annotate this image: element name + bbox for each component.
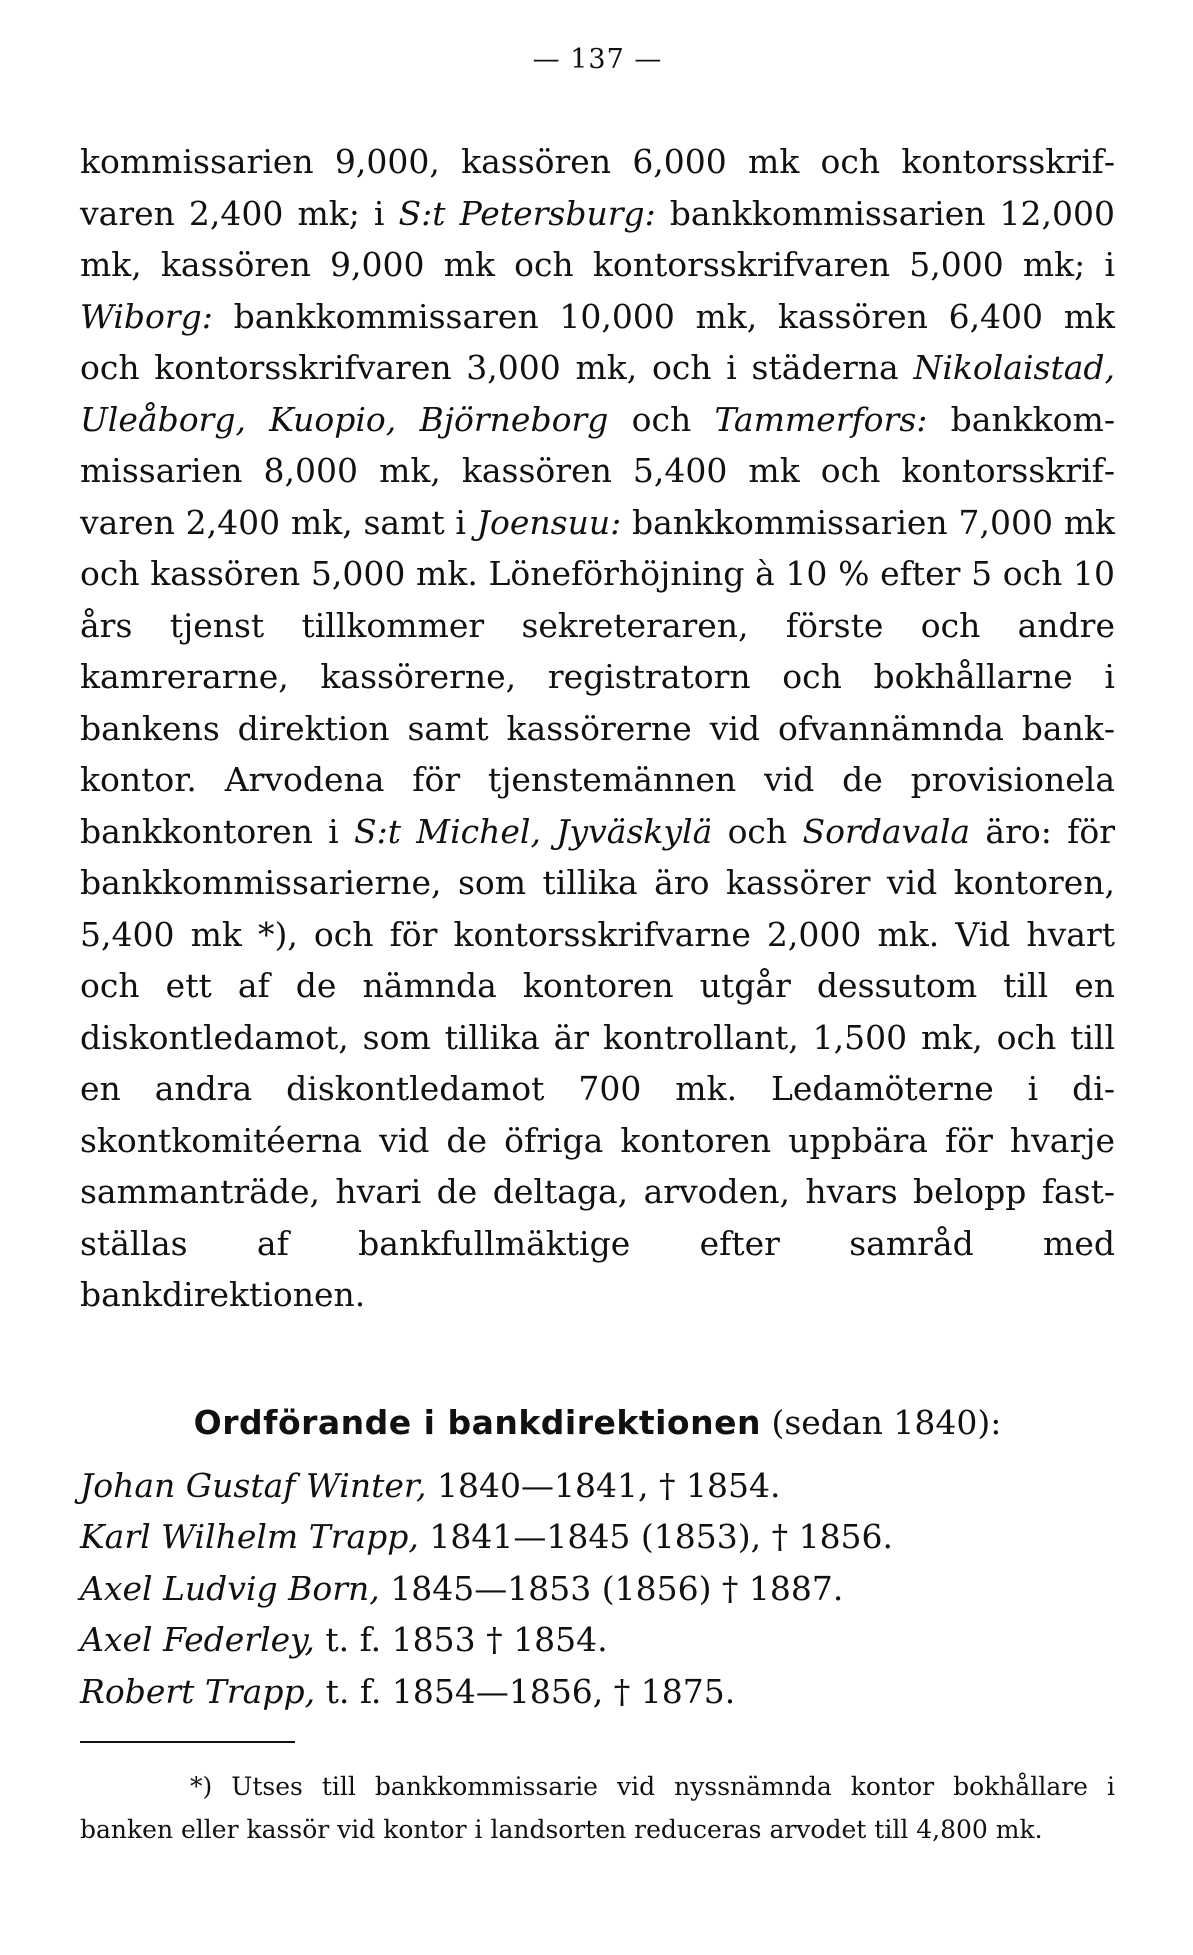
chairman-name: Axel Ludvig Born, (80, 1568, 380, 1608)
place-name: Tammerfors: (714, 399, 928, 439)
chairman-entry (80, 1511, 1115, 1563)
place-name: Nikolaistad, Uleåborg, Kuopio, Björneborg (80, 348, 1115, 439)
page-number: — 137 — (532, 44, 663, 75)
chairman-entry (80, 1666, 1115, 1718)
body-text-segment: bankkommissarien 12,000 mk, kassören 9,000 mk och kontorsskrifvaren 5,000 mk; i (80, 193, 1115, 284)
chairman-dates: t. f. 1854—1856, † 1875. (315, 1671, 736, 1711)
chairman-entry (80, 1614, 1115, 1666)
place-name: Joensuu: (476, 502, 622, 542)
chairman-dates: 1841—1845 (1853), † 1856. (418, 1517, 894, 1556)
place-name: Wiborg: (80, 296, 213, 336)
body-text-segment: och (608, 399, 715, 439)
body-text-segment: bankkommissaren 10,000 mk, kassören 6,400 mk och kontorsskrifvaren 3,000 mk, och i städerna (80, 296, 1115, 387)
section-heading-subtitle: (sedan 1840): (760, 1402, 1002, 1442)
body-text-segment: äro: för bankkommissarierne, som tillika äro kassörer vid kontoren, 5,400 mk *), och för kontorsskrifvarne 2,000 mk. Vid hvart och ett af de nämnda kontoren utgår dessutom till en diskontledamot, som tillika är kontrollant, 1,500 mk, och till en andra diskontledamot 700 mk. Ledamöterne i diskontkomitéerna vid de öfriga kontoren uppbära för hvarje sammanträde, hvari de deltaga, arvoden, hvars belopp fastställas af bankfullmäktige efter samråd med bankdirektionen. (80, 811, 1115, 1314)
body-text-segment: bankkommissarien 7,000 mk och kassören 5,000 mk. Löneförhöjning à 10 % efter 5 och 10 års tjenst tillkommer sekreteraren, förste och andre kamrerarne, kassörerne, registratorn och bokhållarne i bankens direktion samt kassörerne vid ofvannämnda bankkontor. Arvodena för tjenstemännen vid de provisionela bankkontoren i (80, 502, 1116, 851)
chairman-name: Robert Trapp, (80, 1671, 316, 1711)
place-name: Sordavala (802, 811, 971, 851)
chairman-name: Johan Gustaf Winter, (80, 1465, 427, 1505)
chairman-dates: t. f. 1853 † 1854. (314, 1620, 608, 1659)
body-text-segment: kommissarien 9,000, kassören 6,000 mk och kontorsskrifvaren 2,400 mk; i (80, 142, 1115, 233)
chairman-name: Axel Federley, (80, 1620, 315, 1659)
body-paragraph (80, 136, 1115, 1321)
body-text-segment: och (712, 811, 803, 851)
chairman-dates: 1840—1841, † 1854. (426, 1465, 781, 1505)
footnote-divider (80, 1741, 295, 1743)
chairman-dates: 1845—1853 (1856) † 1887. (379, 1568, 844, 1608)
footnote: *) Utses till bankkommissarie vid nyssnämnda kontor bokhållare i banken eller kassör vid kontor i landsorten reduceras arvodet till 4,800 mk. (80, 1772, 1115, 1844)
chairman-name: Karl Wilhelm Trapp, (80, 1517, 419, 1556)
section-heading-title: Ordförande i bankdirektionen (193, 1402, 761, 1442)
chairman-entry (80, 1563, 1115, 1615)
section-heading (80, 1403, 1115, 1442)
chairmen-list (80, 1460, 1115, 1718)
body-text-segment: bankkommissarien 8,000 mk, kassören 5,400 mk och kontorsskrifvaren 2,400 mk, samt i (80, 399, 1115, 542)
place-name: S:t Michel, Jyväskylä (354, 811, 713, 851)
place-name: S:t Petersburg: (398, 193, 656, 233)
chairman-entry (80, 1460, 1115, 1512)
